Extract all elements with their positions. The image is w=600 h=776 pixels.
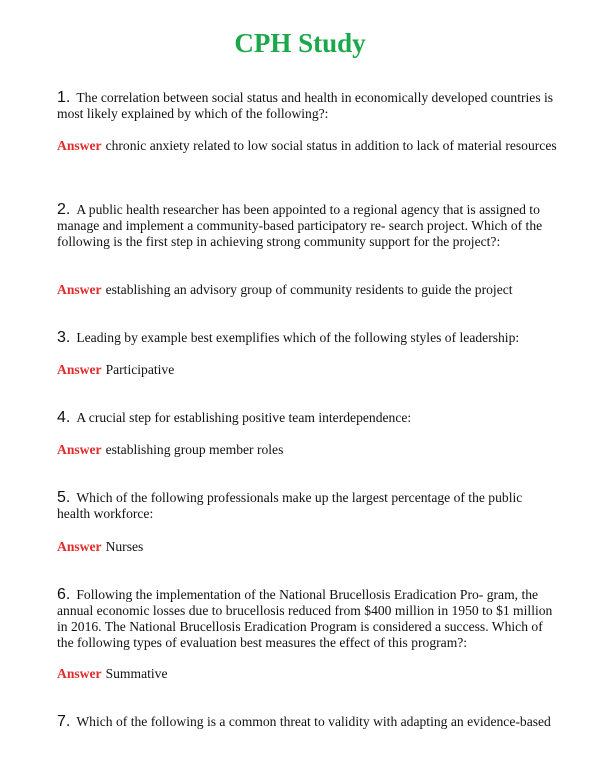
question-text: Which of the following professionals make up the largest percentage of the public health workforce: <box>57 490 523 521</box>
answer-label: Answer <box>57 362 102 377</box>
answer-3 <box>57 362 557 378</box>
question-2 <box>57 202 557 250</box>
answer-label: Answer <box>57 138 102 153</box>
question-text: Leading by example best exemplifies which of the following styles of leadership: <box>76 330 520 345</box>
answer-1 <box>57 138 557 154</box>
answer-text: Participative <box>105 362 175 377</box>
answer-text: Nurses <box>105 539 144 554</box>
answer-4 <box>57 442 557 458</box>
question-5 <box>57 490 557 522</box>
answer-label: Answer <box>57 666 102 681</box>
answer-6 <box>57 666 557 682</box>
page-title: CPH Study <box>234 28 366 58</box>
question-6 <box>57 587 557 651</box>
answer-label: Answer <box>57 539 102 554</box>
answer-text: chronic anxiety related to low social status in addition to lack of material resources <box>105 138 557 153</box>
question-7 <box>57 714 557 730</box>
question-text: Following the implementation of the National Brucellosis Eradication Pro- gram, the annual economic losses due to brucellosis reduced from $400 million in 1950 to $1 million in 2016. The National Brucellosis Eradication Program is considered a success. Which of the following types of evaluation best measures the effect of this program?: <box>57 587 553 650</box>
question-1 <box>57 90 557 122</box>
question-number: 7. <box>57 713 71 730</box>
answer-text: establishing an advisory group of community residents to guide the project <box>105 282 513 297</box>
answer-label: Answer <box>57 442 102 457</box>
answer-label: Answer <box>57 282 102 297</box>
answer-5 <box>57 539 557 555</box>
question-number: 6. <box>57 586 71 603</box>
question-text: A public health researcher has been appointed to a regional agency that is assigned to manage and implement a community-based participatory re- search project. Which of the following is the first step in achieving strong community support for the project?: <box>57 202 543 249</box>
question-number: 3. <box>57 329 71 346</box>
answer-text: Summative <box>105 666 168 681</box>
answer-text: establishing group member roles <box>105 442 284 457</box>
answer-2 <box>57 282 557 298</box>
question-number: 5. <box>57 489 71 506</box>
question-text: Which of the following is a common threat to validity with adapting an evidence-based <box>76 714 551 729</box>
question-number: 1. <box>57 89 71 106</box>
question-4 <box>57 410 557 426</box>
question-text: A crucial step for establishing positive team interdependence: <box>76 410 412 425</box>
question-text: The correlation between social status and health in economically developed countries is most likely explained by which of the following?: <box>57 90 554 121</box>
question-3 <box>57 330 557 346</box>
question-number: 4. <box>57 409 71 426</box>
question-number: 2. <box>57 201 71 218</box>
